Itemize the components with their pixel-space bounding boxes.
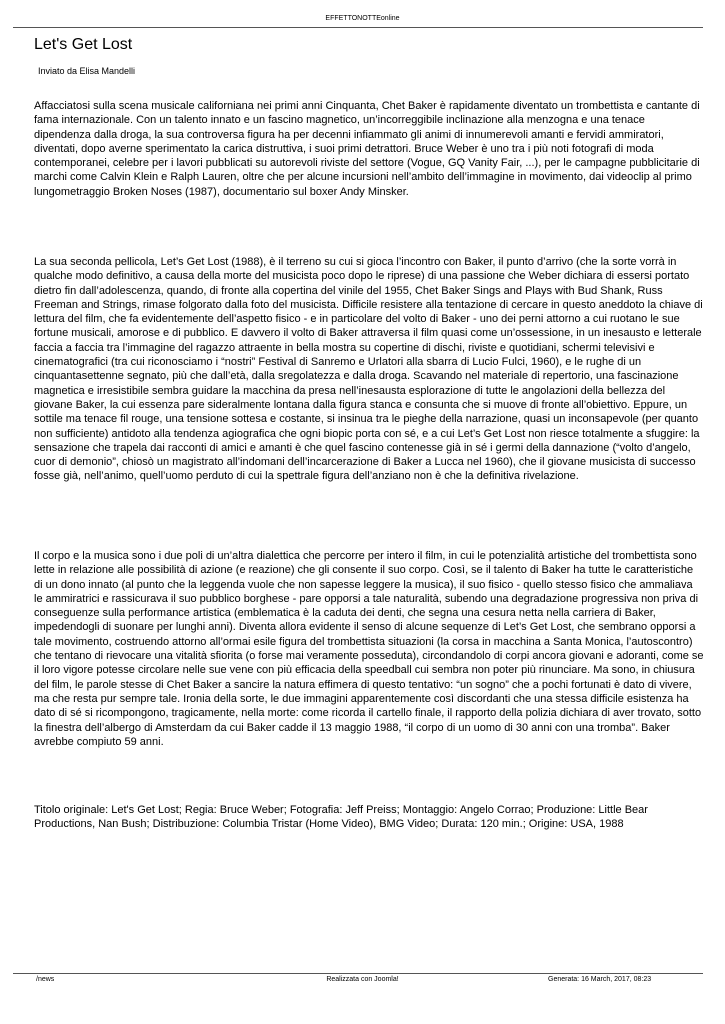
footer-generated-date: Generata: 16 March, 2017, 08:23	[548, 976, 652, 983]
article-title: Let's Get Lost	[34, 36, 133, 53]
site-header: EFFETTONOTTEonline	[325, 15, 400, 22]
article-paragraph: Il corpo e la musica sono i due poli di un’altra dialettica che percorre per intero il film, in cui le potenzialità artistiche del trombettista sono lette in relazione alle possibilità di azione (e reazione) che gli consente il suo corpo. Così, se il talento di Baker ha tutte le caratteristiche di un dono innato (al punto che la leggenda vuole che non sapesse leggere la musica), il suo fisico - quello stesso fisico che ammaliava le ammiratrici e rassicurava il suo pubblico borghese - pare opporsi a tale naturalità, subendo una degradazione progressiva non priva di conseguenze sulla performance artistica (emblematica è la caduta dei denti, che segna una cesura netta nella carriera di Baker, impedendogli di suonare per lunghi anni). Diventa allora evidente il senso di alcune sequenze di Let’s Get Lost, che sembrano opporsi a tale movimento, costruendo attorno all’ormai esile figura del trombettista situazioni (la corsa in macchina a Santa Monica, l’autoscontro) che tentano di rievocare una vitalità sfiorita (o forse mai veramente posseduta), circondandolo di corpi ancora giovani e adoranti, come se il loro vigore potesse circolare nelle sue vene con più efficacia della speedball cui sembra non poter più rinunciare. Ma sono, in chiusura del film, le parole stesse di Chet Baker a sancire la natura effimera di questo tentativo: “un sogno” che a pochi fortunati è dato di vivere, ma che resta pur sempre tale. Ironia della sorte, le due immagini apparentemente così discordanti che una stessa difficile esistenza ha dato di sé si ricompongono, tragicamente, nella morte: come ricorda il cartello finale, il rapporto della polizia dichiara di aver trovato, sotto la finestra dell’albergo di Amsterdam da cui Baker cadde il 13 maggio 1988, “il corpo di un uomo di 30 anni con una tromba”. Baker avrebbe compiuto 59 anni.	[34, 550, 704, 748]
article-paragraph: Affacciatosi sulla scena musicale californiana nei primi anni Cinquanta, Chet Baker è rapidamente diventato un trombettista e cantante di fama internazionale. Con un talento innato e un fascino magnetico, un’incorreggibile inclinazione alla menzogna e una tenace dipendenza dalla droga, la sua controversa figura ha per decenni infiammato gli animi di innumerevoli amanti e fervidi ammiratori, diventati, dopo averne sperimentato la carica distruttiva, i suoi primi detrattori. Bruce Weber è uno tra i più noti fotografi di moda contemporanei, celebre per i lavori pubblicati su autorevoli riviste del settore (Vogue, GQ Vanity Fair, ...), per le campagne pubblicitarie di marchi come Calvin Klein e Ralph Lauren, oltre che per alcune incursioni nell’ambito dell’immagine in movimento, dai videoclip al primo lungometraggio Broken Noses (1987), documentario sul boxer Andy Minsker.	[34, 100, 700, 198]
article-byline: Inviato da Elisa Mandelli	[38, 66, 136, 76]
footer-path: /news	[36, 976, 55, 983]
footer-powered-by: Realizzata con Joomla!	[326, 976, 399, 983]
footer-divider	[13, 973, 703, 974]
article-paragraph: La sua seconda pellicola, Let’s Get Lost (1988), è il terreno su cui si gioca l’incontro con Baker, il punto d’arrivo (che la sorte vorrà in qualche modo definitivo, a causa della morte del musicista poco dopo le riprese) di una passione che Weber dichiara di essersi portato dietro fin dall’adolescenza, quando, di fronte alla copertina del vinile del 1955, Chet Baker Sings and Plays with Bud Shank, Russ Freeman and Strings, rimase folgorato dalla foto del musicista. Difficile resistere alla tentazione di cercare in questo aneddoto la chiave di lettura del film, che fa evidentemente dell’aspetto fisico - e in particolare del volto di Baker - uno dei perni attorno a cui ruotano le sue fortune musicali, amorose e di pubblico. E davvero il volto di Baker attraversa il film quasi come un’ossessione, in un inesausto e letterale faccia a faccia tra l’immagine del ragazzo attraente in bella mostra su copertine di dischi, riviste e quotidiani, schermi televisivi e cinematografici (tra cui riconosciamo i “nostri” Festival di Sanremo e Urlatori alla sbarra di Lucio Fulci, 1960), e le rughe di un cinquantasettenne segnato, più che dall’età, dalla sregolatezza e dalla droga. Scavando nel materiale di repertorio, una fascinazione magnetica e irresistibile sembra guidare la macchina da presa nell’inesausta esplorazione di tutte le angolazioni della bellezza del giovane Baker, la cui essenza pare sideralmente lontana dalla figura stanca e consunta che si muove di fronte all’obiettivo. Eppure, un sottile ma tenace fil rouge, una tensione sottesa e costante, si insinua tra le pieghe della narrazione, quasi un inconsapevole (per quanto non sufficiente) antidoto alla tendenza agiografica che ogni biopic porta con sé, e a cui Let’s Get Lost non riesce totalmente a sfuggire: la sensazione che trapela dai racconti di amici e amanti è che quel fascino contenesse già in sé i germi della dannazione (“volto d’angelo, cuor di demonio”, chiosò un magistrato all’indomani dell’incarcerazione di Baker a Lucca nel 1960), che il giovane musicista di successo fosse già, nell’animo, quell’uomo perduto di cui la spettrale figura dell’anziano non è che la definitiva rivelazione.	[34, 256, 703, 483]
header-divider	[13, 27, 703, 28]
film-credits: Titolo originale: Let's Get Lost; Regia: Bruce Weber; Fotografia: Jeff Preiss; Montaggio: Angelo Corrao; Produzione: Little Bear Productions, Nan Bush; Distribuzione: Columbia Tristar (Home Video), BMG Video; Durata: 120 min.; Origine: USA, 1988	[34, 804, 648, 831]
